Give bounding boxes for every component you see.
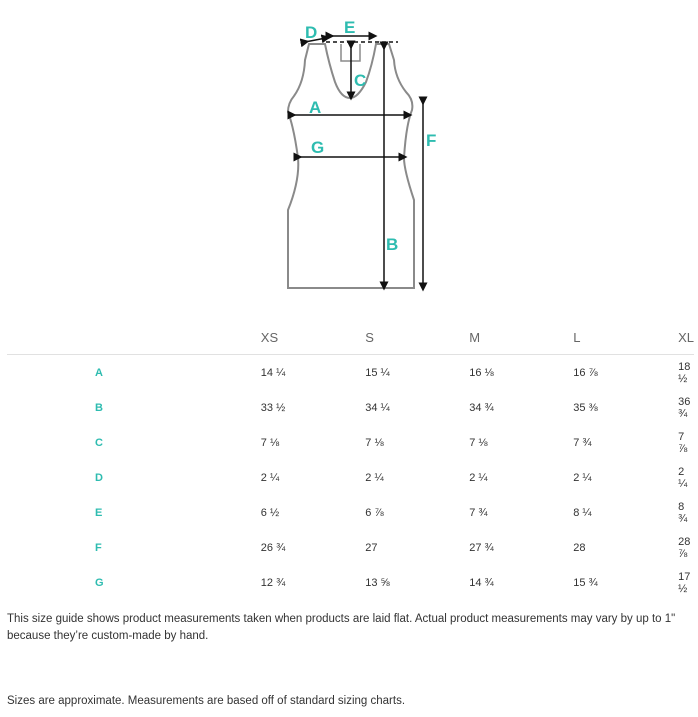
cell-s: 7 ⅛ <box>365 436 384 449</box>
cell-m: 27 ¾ <box>469 541 494 554</box>
table-row <box>7 355 694 391</box>
size-guide-disclaimer: This size guide shows product measurements taken when products are laid flat. Actual product measurements may vary by up to 1" because they’re custom-made by hand. <box>7 613 676 642</box>
cell-l: 15 ¾ <box>573 576 598 589</box>
row-key: G <box>95 576 104 589</box>
cell-s: 2 ¼ <box>365 471 384 484</box>
cell-s: 13 ⅝ <box>365 576 390 589</box>
cell-xs: 33 ½ <box>260 401 286 414</box>
dress-diagram <box>0 0 698 300</box>
header-s: S <box>365 320 469 355</box>
cell-xs: 12 ¾ <box>260 576 286 589</box>
size-table <box>7 320 694 600</box>
header-spacer <box>7 320 261 355</box>
cell-l: 35 ⅜ <box>573 401 598 414</box>
cell-l: 8 ¼ <box>573 506 592 519</box>
cell-s: 15 ¼ <box>365 366 390 379</box>
cell-l: 28 <box>573 541 586 554</box>
label-d: D <box>305 23 318 42</box>
header-l: L <box>573 320 678 355</box>
header-xs: XS <box>261 320 365 355</box>
row-key: F <box>95 541 102 554</box>
cell-m: 7 ¾ <box>469 506 488 519</box>
cell-m: 16 ⅛ <box>469 366 494 379</box>
cell-xs: 26 ¾ <box>260 541 286 554</box>
cell-m: 2 ¼ <box>469 471 488 484</box>
cell-xs: 7 ⅛ <box>260 436 280 449</box>
label-g: G <box>311 138 325 157</box>
cell-l: 7 ¾ <box>573 436 592 449</box>
cell-xl: 7 ⅞ <box>678 430 688 455</box>
header-m: M <box>469 320 573 355</box>
cell-m: 7 ⅛ <box>469 436 488 449</box>
row-key: D <box>95 471 103 484</box>
table-row <box>7 460 694 495</box>
label-f: F <box>426 131 437 150</box>
table-row <box>7 495 694 530</box>
cell-xs: 2 ¼ <box>260 471 280 484</box>
cell-xs: 14 ¼ <box>260 366 286 379</box>
cell-xl: 36 ¾ <box>678 395 691 420</box>
cell-l: 16 ⅞ <box>573 366 598 379</box>
table-row <box>7 530 694 565</box>
table-row <box>7 565 694 600</box>
cell-l: 2 ¼ <box>573 471 592 484</box>
cell-s: 27 <box>365 541 378 554</box>
approximate-sizes-note: Sizes are approximate. Measurements are based off of standard sizing charts. <box>7 695 406 707</box>
cell-m: 34 ¾ <box>469 401 494 414</box>
table-row <box>7 425 694 460</box>
label-a: A <box>309 98 322 117</box>
label-e: E <box>344 18 356 37</box>
row-key: E <box>95 506 103 519</box>
cell-s: 34 ¼ <box>365 401 390 414</box>
row-key: C <box>95 436 103 449</box>
cell-xl: 8 ¾ <box>678 500 688 525</box>
cell-xl: 17 ½ <box>678 570 691 595</box>
table-row <box>7 390 694 425</box>
label-c: C <box>354 71 367 90</box>
row-key: A <box>95 366 103 379</box>
cell-s: 6 ⅞ <box>365 506 384 519</box>
row-key: B <box>95 401 103 414</box>
label-b: B <box>386 235 399 254</box>
header-xl: XL <box>678 320 694 355</box>
dress-outline-svg <box>0 0 698 300</box>
cell-xs: 6 ½ <box>260 506 280 519</box>
cell-xl: 2 ¼ <box>678 465 688 490</box>
size-header-row <box>7 320 694 355</box>
cell-xl: 28 ⅞ <box>678 535 691 560</box>
cell-m: 14 ¾ <box>469 576 494 589</box>
cell-xl: 18 ½ <box>678 360 691 385</box>
